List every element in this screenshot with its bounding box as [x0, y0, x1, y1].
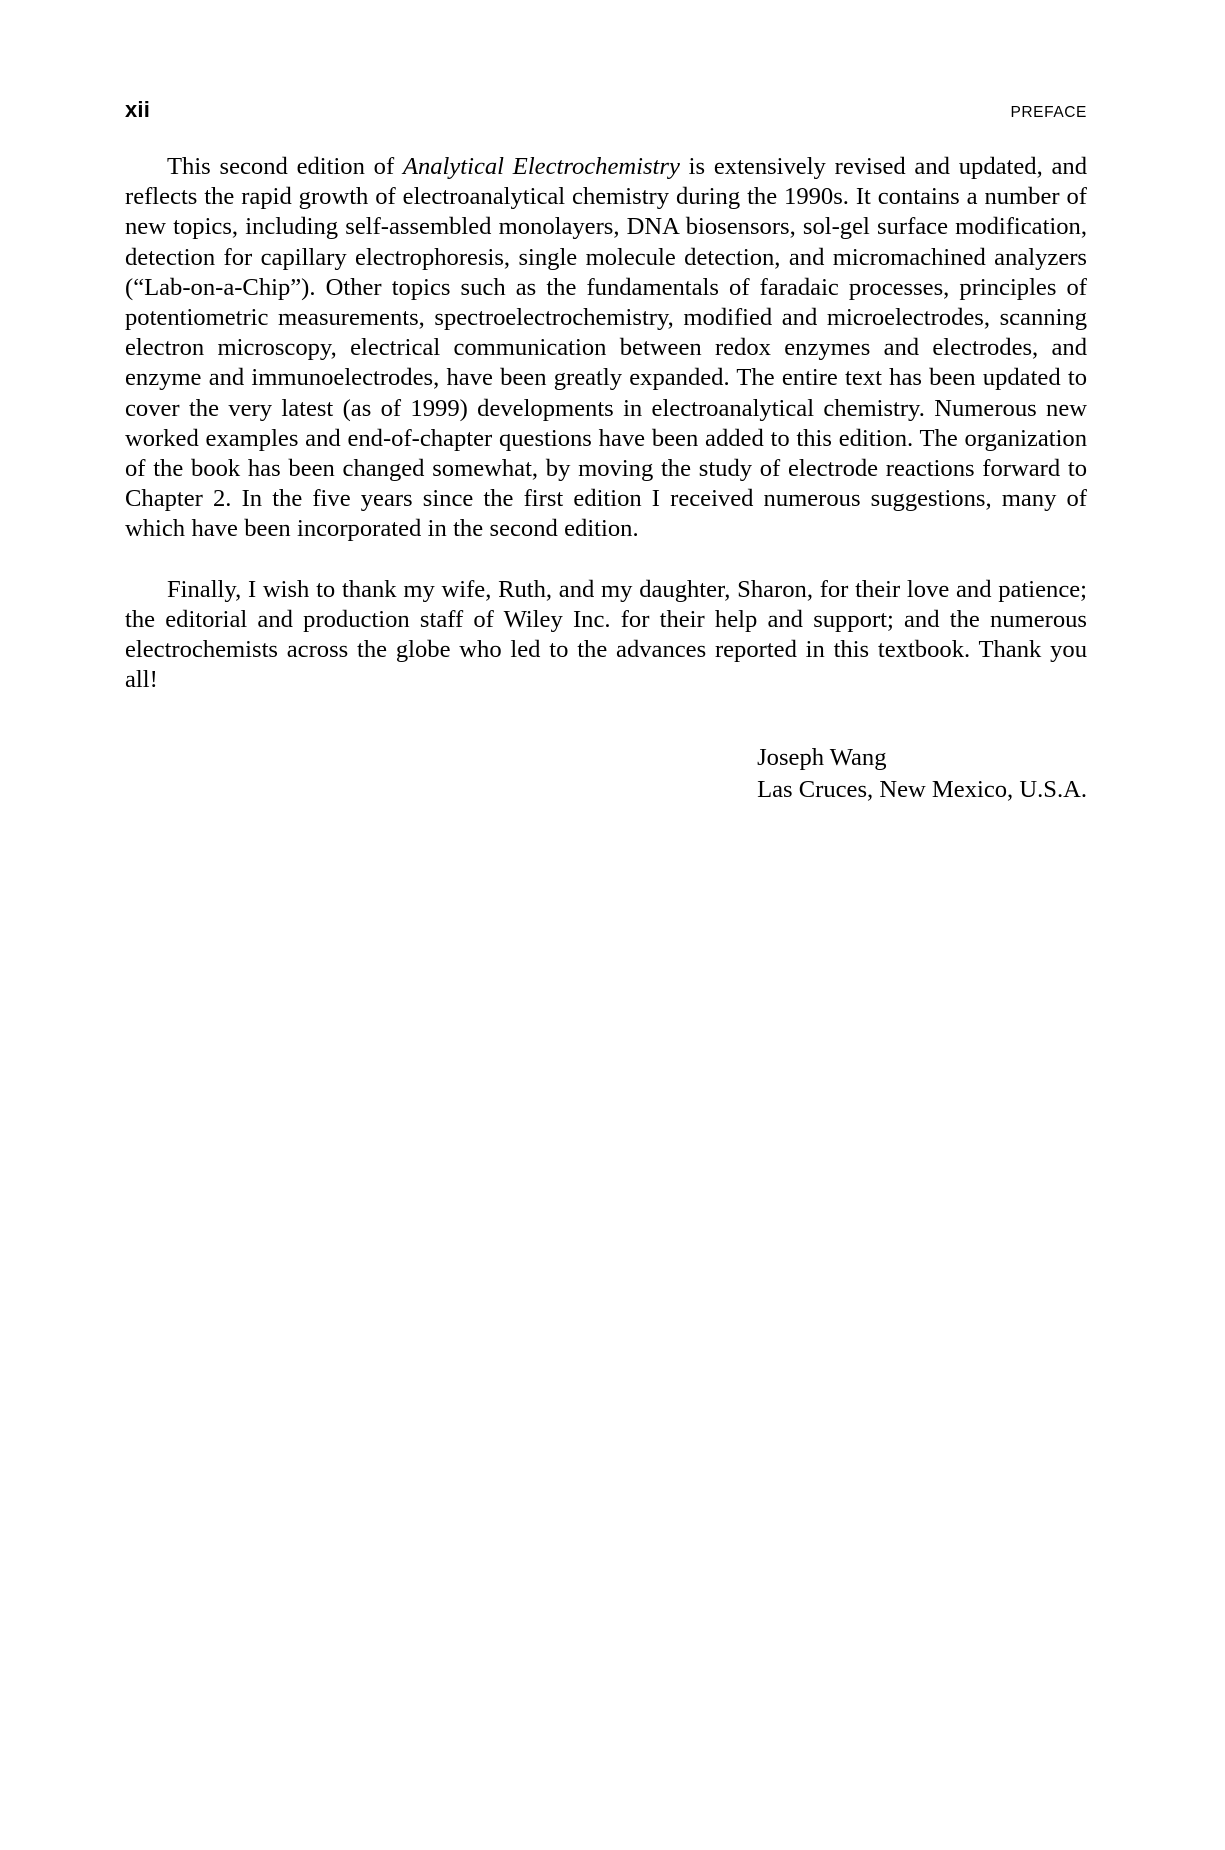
body-text-block [125, 152, 1087, 695]
running-head [125, 99, 1087, 127]
paragraph-acknowledgements: Finally, I wish to thank my wife, Ruth, and my daughter, Sharon, for their love and patience; the editorial and production staff of Wiley Inc. for their help and support; and the numerous electrochemists across the globe who led to the advances reported in this textbook. Thank you all! [125, 575, 1087, 694]
author-name: Joseph Wang [757, 744, 887, 771]
signature-lines [757, 742, 1087, 806]
running-head-title: PREFACE [1010, 104, 1087, 121]
paragraph-intro: This second edition of Analytical Electrochemistry is extensively revised and updated, and reflects the rapid growth of electroanalytical chemistry during the 1990s. It contains a number of new topics, including self-assembled monolayers, DNA biosensors, sol-gel surface modification, detection for capillary electrophoresis, single molecule detection, and micromachined analyzers (“Lab-on-a-Chip”). Other topics such as the fundamentals of faradaic processes, principles of potentiometric measurements, spectroelectrochemistry, modified and microelectrodes, scanning electron microscopy, electrical communication between redox enzymes and electrodes, and enzyme and immunoelectrodes, have been greatly expanded. The entire text has been updated to cover the very latest (as of 1999) developments in electroanalytical chemistry. Numerous new worked examples and end-of-chapter questions have been added to this edition. The organization of the book has been changed somewhat, by moving the study of electrode reactions forward to Chapter 2. In the five years since the first edition I received numerous suggestions, many of which have been incorporated in the second edition. [125, 153, 1088, 543]
author-location: Las Cruces, New Mexico, U.S.A. [757, 776, 1087, 803]
page-number: xii [125, 97, 151, 122]
book-title-italic: Analytical Electrochemistry [402, 153, 680, 180]
signature-block [125, 742, 1087, 806]
